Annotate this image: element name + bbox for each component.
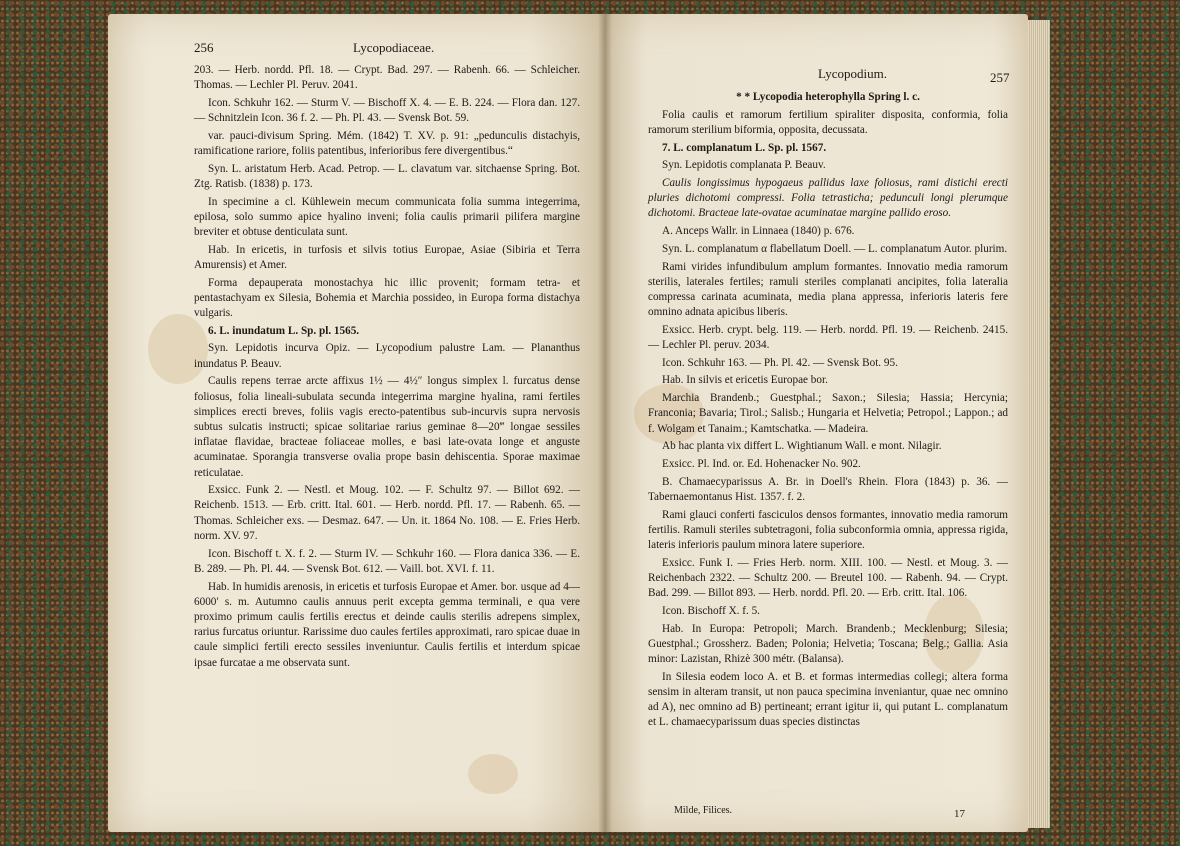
- running-head: Lycopodiaceae.: [353, 40, 435, 55]
- paragraph: Syn. L. aristatum Herb. Acad. Petrop. — L. clavatum var. sitchaense Spring. Bot. Ztg. Ratisb. (1838) p. 173.: [194, 162, 580, 190]
- signature-mark: Milde, Filices.: [674, 805, 733, 816]
- stain: [468, 754, 518, 794]
- paragraph: B. Chamaecyparissus A. Br. in Doell's Rhein. Flora (1843) p. 36. — Tabernaemontanus Hist. 1357. f. 2.: [648, 475, 1008, 503]
- paragraph: Exsicc. Herb. crypt. belg. 119. — Herb. nordd. Pfl. 19. — Reichenb. 2415. — Lechler Pl. peruv. 2034.: [648, 323, 1008, 352]
- paragraph: Syn. Lepidotis complanata P. Beauv.: [662, 159, 826, 172]
- paragraph: Syn. Lepidotis incurva Opiz. — Lycopodium palustre Lam. — Plananthus inundatus P. Beauv.: [194, 342, 580, 370]
- paragraph: Icon. Bischoff t. X. f. 2. — Sturm IV. — Schkuhr 160. — Flora danica 336. — E. B. 289. — Ph. Pl. 44. — Svensk Bot. 612. — Vaill. bot. XVI. f. 11.: [194, 547, 580, 575]
- paragraph: In specimine a cl. Kühlewein mecum communicata folia summa integerrima, epilosa, solo summo apice hyalino inveni; folia caulis primarii pilifera margine breviter et obtuse denticulata sunt.: [194, 195, 580, 239]
- paragraph: Caulis longissimus hypogaeus pallidus laxe foliosus, rami distichi erecti pluries dichotomi compressi. Folia tetrasticha; pedunculi longi plerumque dichotomi. Bracteae late-ovatae acuminatae margine pallido eroso.: [648, 177, 1008, 220]
- paragraph: var. pauci-divisum Spring. Mém. (1842) T. XV. p. 91: „pedunculis distachyis, ramificatione rariore, foliis patentibus, inferioribus fere divergentibus.“: [194, 129, 580, 158]
- page-number: 257: [990, 70, 1010, 85]
- page-edges: [1028, 20, 1050, 828]
- paragraph: 203. — Herb. nordd. Pfl. 18. — Crypt. Bad. 297. — Rabenh. 66. — Schleicher. Thomas. — Lechler Pl. Peruv. 2041.: [194, 64, 580, 92]
- paragraph: In Silesia eodem loco A. et B. et formas intermedias collegi; altera forma sensim in alteram transit, ut non pauca specimina inveniantur, quae nec omnino ad A), nec omnino ad B) pertineant; errant igitur ii, qui putant L. complanatum et L. chamaecyparissum duas species distinctas: [648, 670, 1008, 729]
- paragraph: Exsicc. Funk I. — Fries Herb. norm. XIII. 100. — Nestl. et Moug. 3. — Reichenbach 2322. — Schultz 200. — Breutel 100. — Rabenh. 94. — Crypt. Bad. 299. — Billot 893. — Herb. nordd. Pfl. 20. — Erb. critt. Ital. 106.: [648, 556, 1008, 600]
- species-heading: 7. L. complanatum L. Sp. pl. 1567.: [662, 141, 827, 154]
- paragraph: Hab. In humidis arenosis, in ericetis et turfosis Europae et Amer. bor. usque ad 4—6000′ s. m. Autumno caulis annuus perit excepta gemma terminali, e qua vere proximo primum caulis fertilis erectus et deinde caulis sterilis adrepens simplex, rarius furcatus oriuntur. Rarissime duo caules fertiles approximati, raro spicae duae in caule simplici fertili erecto sessiles inveniuntur. Caulis fertilis et interdum spicae ipsae furcatae a me observata sunt.: [194, 580, 580, 669]
- paragraph: Icon. Schkuhr 163. — Ph. Pl. 42. — Svensk Bot. 95.: [662, 356, 898, 369]
- paragraph: Folia caulis et ramorum fertilium spiraliter disposita, conformia, folia ramorum sterilium biformia, opposita, decussata.: [648, 108, 1008, 136]
- paragraph: Hab. In Europa: Petropoli; March. Brandenb.; Mecklenburg; Silesia; Guestphal.; Grossherz. Baden; Polonia; Helvetia; Toscana; Belg.; Gallia. Asia minor: Lazistan, Rhizè 300 métr. (Balansa).: [648, 622, 1008, 665]
- paragraph: Icon. Bischoff X. f. 5.: [662, 604, 760, 617]
- paragraph: A. Anceps Wallr. in Linnaea (1840) p. 676.: [662, 225, 855, 238]
- running-head: Lycopodium.: [818, 66, 887, 81]
- paragraph: Marchia Brandenb.; Guestphal.; Saxon.; Silesia; Hassia; Hercynia; Franconia; Bavaria; Tirol.; Salisb.; Hungaria et Helvetia; Petropol.; Lappon.; ad f. Wolgam et Tanaim.; Kamtschatka. — Madeira.: [648, 392, 1008, 435]
- paragraph: Exsicc. Funk 2. — Nestl. et Moug. 102. — F. Schultz 97. — Billot 692. — Reichenb. 1513. — Erb. critt. Ital. 601. — Herb. nordd. Pfl. 17. — Rabenh. 65. — Thomas. Schleicher exs. — Desmaz. 647. — Un. it. 1864 No. 108. — E. Fries Herb. norm. XV. 97.: [194, 484, 580, 542]
- paragraph: Hab. In ericetis, in turfosis et silvis totius Europae, Asiae (Sibiria et Terra Amurensis) et Amer.: [194, 243, 580, 271]
- signature-number: 17: [954, 808, 965, 820]
- paragraph: Forma depauperata monostachya hic illic provenit; formam tetra- et pentastachyam ex Silesia, Bohemia et Marchia possideo, in Europa forma distachya vulgaris.: [194, 276, 580, 320]
- paragraph: Syn. L. complanatum α flabellatum Doell. — L. complanatum Autor. plurim.: [662, 242, 1008, 255]
- paragraph: Rami glauci conferti fasciculos densos formantes, innovatio media ramorum fertilis. Ramuli steriles subtetragoni, folia subconformia omnia, appressa rigida, lateris inferioris paulum minora latere superiore.: [648, 508, 1008, 551]
- species-heading: 6. L. inundatum L. Sp. pl. 1565.: [208, 324, 360, 337]
- left-page: [108, 14, 604, 832]
- page-number: 256: [194, 40, 214, 55]
- book-gutter: [598, 14, 612, 832]
- paragraph: Icon. Schkuhr 162. — Sturm V. — Bischoff X. 4. — E. B. 224. — Flora dan. 127. — Schnitzlein Icon. 36 f. 2. — Ph. Pl. 43. — Svensk Bot. 59.: [194, 96, 580, 125]
- right-page: [604, 14, 1028, 832]
- left-body: [194, 63, 580, 673]
- paragraph: Ab hac planta vix differt L. Wightianum Wall. e mont. Nilagir.: [662, 440, 942, 453]
- section-heading: * * Lycopodia heterophylla Spring l. c.: [736, 91, 920, 103]
- paragraph: Rami virides infundibulum amplum formantes. Innovatio media ramorum sterilis, laterales fertiles; ramuli steriles complanati ancipites, folia lateralia compressa carinata acuminata, media plana appressa, inferioris lateris fere omnino adnata apicibus liberis.: [648, 260, 1008, 319]
- right-body: [648, 90, 1008, 733]
- paragraph: Exsicc. Pl. Ind. or. Ed. Hohenacker No. 902.: [662, 457, 861, 470]
- paragraph: Caulis repens terrae arcte affixus 1½ — 4½″ longus simplex l. furcatus dense foliosus, folia lineali-subulata secunda integerrima margine hyalina, rami fertiles simplices erecti breves, foliis vagis erecto-patentibus sub-incurvis supra nervosis subtus sulcatis instructi; spicae solitariae rarius geminae 8—20‴ longae sessiles inflatae flavidae, bracteae foliaceae molles, e basi late-ovata longe et anguste acuminatae. Sporangia transverse ovalia prope basin dehiscentia. Sporae maximae reticulatae.: [194, 375, 580, 479]
- paragraph: Hab. In silvis et ericetis Europae bor.: [662, 374, 828, 387]
